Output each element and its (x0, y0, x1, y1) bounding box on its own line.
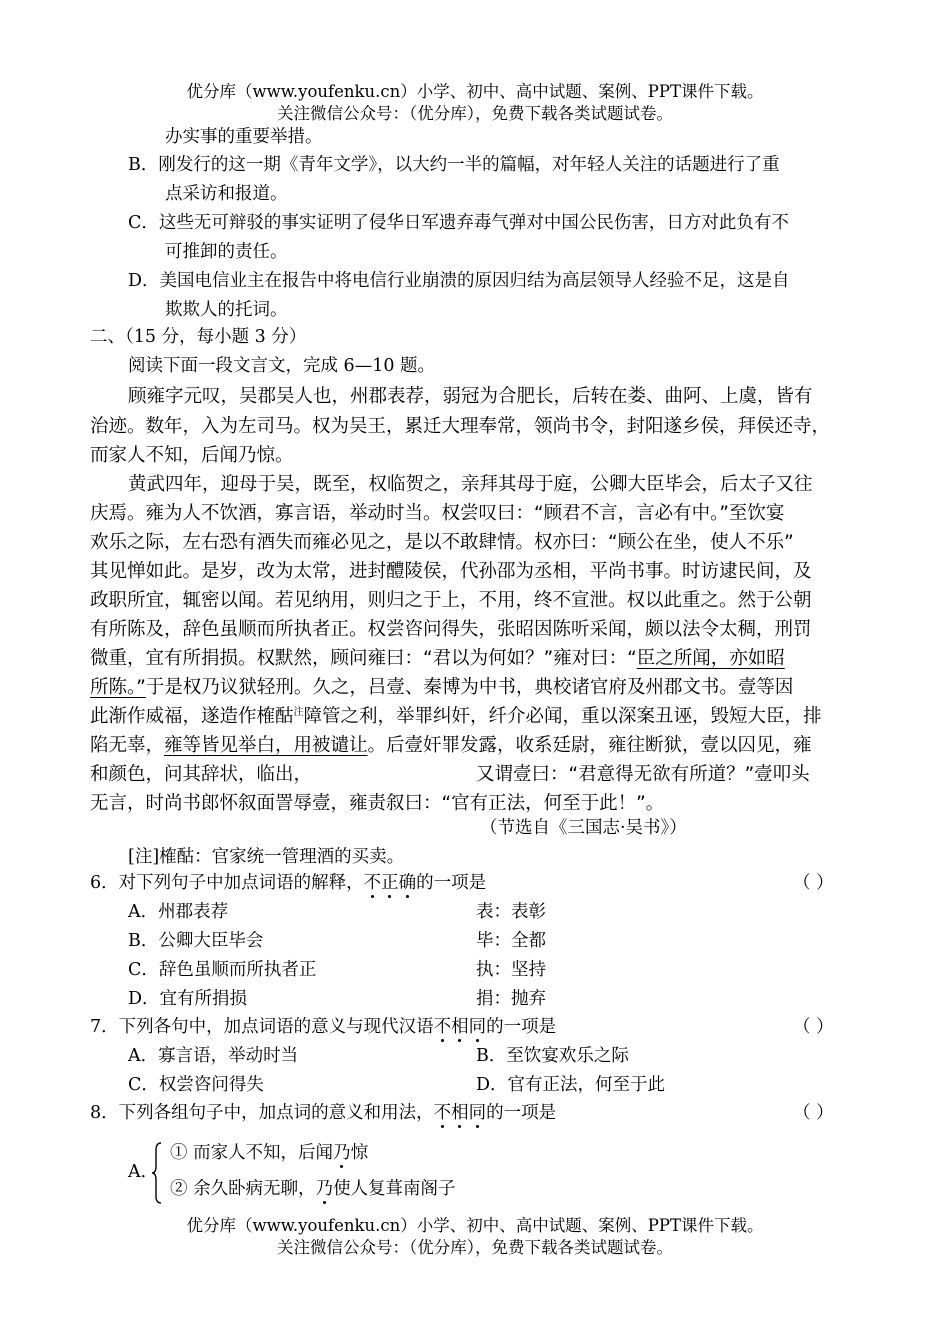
footnote: [注]榷酤：官家统一管理酒的买卖。 (128, 847, 405, 867)
dotted-char: 不 (433, 1103, 452, 1123)
q6-option-d: D．宜有所捐损 (128, 989, 248, 1009)
q7-option-a: A．寡言语，举动时当 (128, 1046, 299, 1066)
passage-source: （节选自《三国志·吴书》） (480, 818, 687, 838)
answer-blank: （ ） (793, 1017, 834, 1037)
dotted-char: 不 (433, 1017, 452, 1037)
option-d-line-1: D．美国电信业主在报告中将电信行业崩溃的原因归结为高层领导人经验不足，这是自 (128, 271, 790, 291)
passage-line (90, 644, 785, 670)
passage-line (90, 731, 812, 757)
q6-option-a-def: 表：表彰 (476, 902, 546, 922)
underlined-sentence: 雍等皆见举白，用被谴让 (164, 735, 368, 756)
passage-line: 有所陈及，辞色虽顺而所执者正。权尝咨问得失，张昭因陈听采闻，颇以法令太稠，刑罚 (90, 619, 812, 640)
footnote-marker: 注 (293, 706, 304, 718)
q8-sentence-2 (170, 1175, 456, 1200)
header-line-1: 优分库（www.youfenku.cn）小学、初中、高中试题、案例、PPT课件下载。 (186, 82, 764, 101)
footer-line-1: 优分库（www.youfenku.cn）小学、初中、高中试题、案例、PPT课件下载。 (186, 1216, 764, 1235)
stem-text: 的一项是 (416, 873, 487, 893)
answer-blank: （ ） (793, 873, 834, 893)
stem-text: 7．下列各句中，加点词语的意义与现代汉语 (90, 1017, 434, 1037)
section-instruction: 阅读下面一段文言文，完成 6—10 题。 (128, 356, 436, 376)
passage-line: 顾雍字元叹，吴郡吴人也，州郡表荐，弱冠为合肥长，后转在娄、曲阿、上虞，皆有 (128, 386, 813, 407)
underlined-sentence: 臣之所闻，亦如昭 (636, 648, 785, 669)
option-b-line-2: 点采访和报道。 (165, 184, 288, 204)
option-b-line-1: B．刚发行的这一期《青年文学》，以大约一半的篇幅，对年轻人关注的话题进行了重 (128, 155, 780, 175)
passage-line: 治迹。数年，入为左司马。权为吴王，累迁大理奉常，领尚书令，封阳遂乡侯，拜侯还寺， (90, 416, 831, 437)
section-heading: 二、（15 分，每小题 3 分） (90, 327, 307, 347)
underlined-sentence: 所陈。” (90, 677, 146, 698)
question-6-stem (90, 869, 486, 894)
passage-text: 。后壹奸罪发露，收系廷尉，雍往断狱，壹以囚见，雍 (367, 735, 812, 756)
dotted-char: 相 (451, 1103, 469, 1123)
dotted-char: 正 (381, 873, 399, 893)
dotted-char: 乃 (333, 1143, 351, 1163)
dotted-char: 同 (468, 1103, 487, 1123)
passage-line: 欢乐之际，左右恐有酒失而雍必见之，是以不敢肆情。权亦曰：“顾公在坐，使人不乐” (90, 532, 794, 553)
dotted-char: 确 (398, 873, 417, 893)
q6-option-c-def: 执：坚持 (476, 960, 546, 980)
sentence-text: ① 而家人不知，后闻乃惊 (170, 1143, 369, 1163)
passage-line: 无言，时尚书郎怀叙面詈辱壹，雍责叙曰：“官有正法，何至于此！”。 (90, 793, 665, 814)
q6-option-b-def: 毕：全都 (476, 931, 546, 951)
question-8-stem (90, 1099, 556, 1124)
dotted-emphasis (434, 1103, 487, 1123)
q6-option-a: A．州郡表荐 (128, 902, 229, 922)
passage-text: 此渐作威福，遂造作榷酤 (90, 706, 294, 727)
q7-option-b: B．至饮宴欢乐之际 (476, 1046, 629, 1066)
left-brace (152, 1142, 162, 1204)
dotted-char: 不 (363, 873, 382, 893)
option-d-line-2: 欺欺人的托词。 (165, 300, 288, 320)
q6-option-b: B．公卿大臣毕会 (128, 931, 264, 951)
passage-line: 和颜色，问其辞状，临出， (90, 764, 313, 785)
question-7-stem (90, 1013, 556, 1038)
q8-option-a-label: A． (128, 1162, 159, 1182)
passage-line: 而家人不知，后闻乃惊。 (90, 445, 294, 466)
passage-line: 庆焉。雍为人不饮酒，寡言语，举动时当。权尝叹曰：“顾君不言，言必有中。”至饮宴 (90, 503, 785, 524)
q7-option-d: D．官有正法，何至于此 (476, 1075, 666, 1095)
dotted-char: 相 (451, 1017, 469, 1037)
passage-text: 于是权乃议狱轻刑。久之，吕壹、秦博为中书，典校诸官府及州郡文书。壹等因 (145, 677, 794, 698)
passage-line (90, 702, 822, 728)
dotted-char: 同 (468, 1017, 487, 1037)
stem-text: 8．下列各组句子中，加点词的意义和用法， (90, 1103, 434, 1123)
answer-blank: （ ） (793, 1103, 834, 1123)
footer-line-2: 关注微信公众号：（优分库），免费下载各类试题试卷。 (277, 1238, 673, 1257)
passage-text: 陷无辜， (90, 735, 165, 756)
dotted-emphasis (434, 1017, 487, 1037)
stem-text: 的一项是 (486, 1103, 557, 1123)
passage-text: 微重，宜有所捐损。权默然，顾问雍曰：“君以为何如？”雍对曰：“ (90, 648, 637, 669)
dotted-emphasis (364, 873, 417, 893)
option-a-tail: 办实事的重要举措。 (165, 127, 323, 147)
header-line-2: 关注微信公众号：（优分库），免费下载各类试题试卷。 (277, 104, 673, 123)
passage-line: 黄武四年，迎母于吴，既至，权临贺之，亲拜其母于庭，公卿大臣毕会，后太子又往 (128, 474, 813, 495)
passage-line: 其见惮如此。是岁，改为太常，进封醴陵侯，代孙邵为丞相，平尚书事。时访逮民间，及 (90, 561, 812, 582)
q6-option-c: C．辞色虽顺而所执者正 (128, 960, 317, 980)
q8-sentence-1 (170, 1139, 368, 1164)
q7-option-c: C．权尝咨问得失 (128, 1075, 264, 1095)
dotted-char: 乃 (315, 1179, 334, 1199)
passage-text: 障管之利，举罪纠奸，纤介必闻，重以深案丑诬，毁短大臣，排 (303, 706, 822, 727)
passage-line (90, 673, 793, 699)
sentence-text: ② 余久卧病无聊，乃使人复葺南阁子 (170, 1179, 456, 1199)
option-c-line-2: 可推卸的责任。 (165, 242, 288, 262)
passage-line: 政职所宜，辄密以闻。若见纳用，则归之于上，不用，终不宣泄。权以此重之。然于公朝 (90, 590, 812, 611)
passage-line: 又谓壹曰：“君意得无欲有所道？”壹叩头 (476, 764, 810, 785)
option-c-line-1: C．这些无可辩驳的事实证明了侵华日军遗弃毒气弹对中国公民伤害，日方对此负有不 (128, 213, 789, 233)
stem-text: 6．对下列句子中加点词语的解释， (90, 873, 364, 893)
q6-option-d-def: 捐：抛弃 (476, 989, 546, 1009)
stem-text: 的一项是 (486, 1017, 557, 1037)
